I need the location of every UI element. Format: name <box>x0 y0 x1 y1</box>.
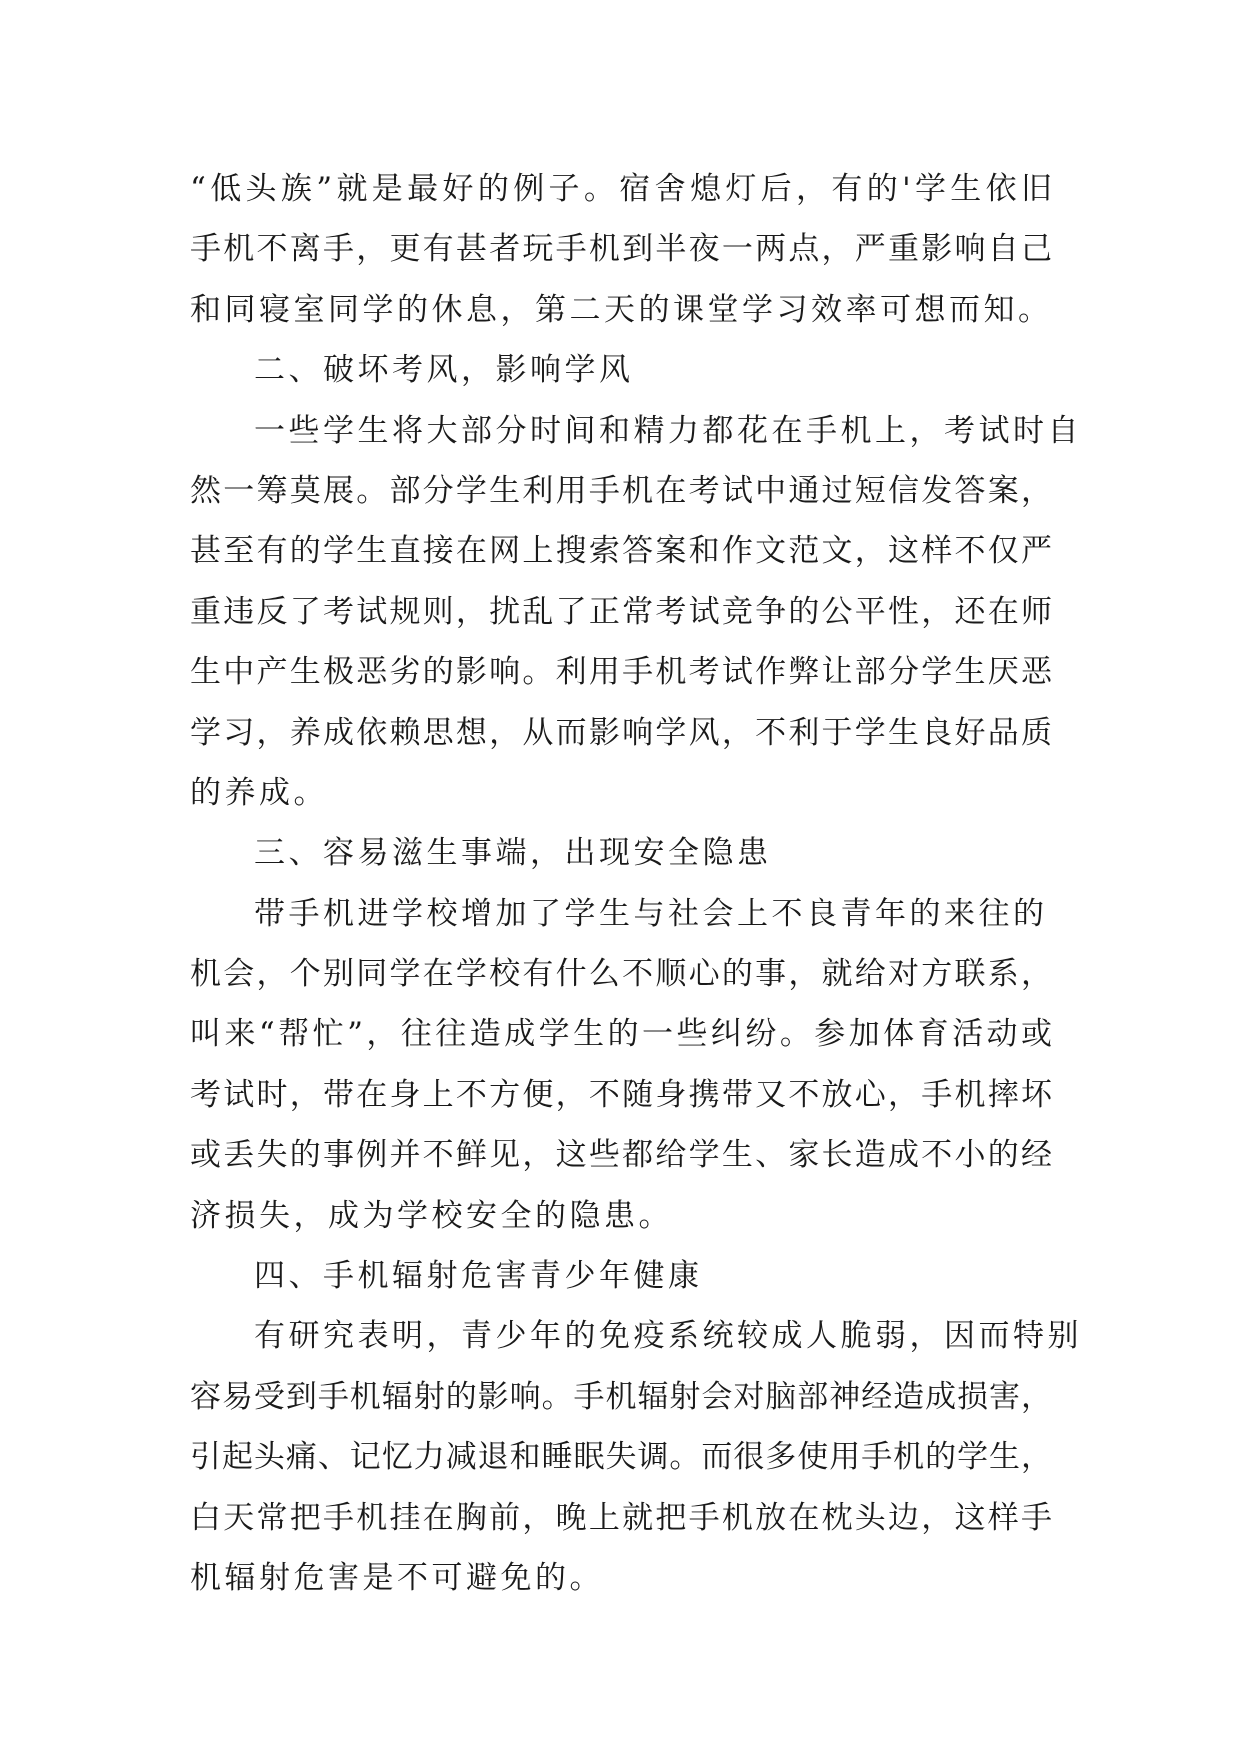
section-heading-3: 三、容易滋生事端，出现安全隐患 <box>254 835 772 872</box>
text-line: 甚至有的学生直接在网上搜索答案和作文范文，这样不仅严 <box>190 533 1052 570</box>
text-line: 一些学生将大部分时间和精力都花在手机上，考试时自 <box>254 412 1082 449</box>
text-line: 或丢失的事例并不鲜见，这些都给学生、家长造成不小的经 <box>190 1137 1052 1174</box>
text-line: 济损失，成为学校安全的隐患。 <box>190 1197 673 1234</box>
text-line: 带手机进学校增加了学生与社会上不良青年的来往的 <box>254 895 1048 932</box>
text-line: 白天常把手机挂在胸前，晚上就把手机放在枕头边，这样手 <box>190 1499 1052 1536</box>
text-line: 有研究表明，青少年的免疫系统较成人脆弱，因而特别 <box>254 1318 1082 1355</box>
text-line: 机辐射危害是不可避免的。 <box>190 1559 604 1596</box>
section-heading-2: 二、破坏考风，影响学风 <box>254 352 634 389</box>
text-line: 叫来“帮忙”，往往造成学生的一些纠纷。参加体育活动或 <box>190 1016 1052 1053</box>
text-line: 容易受到手机辐射的影响。手机辐射会对脑部神经造成损害， <box>190 1378 1052 1415</box>
text-line: “低头族”就是最好的例子。宿舍熄灯后，有的'学生依旧 <box>190 171 1052 207</box>
text-line: 重违反了考试规则，扰乱了正常考试竞争的公平性，还在师 <box>190 593 1052 630</box>
document-body <box>190 159 1082 1608</box>
text-line: 然一筹莫展。部分学生利用手机在考试中通过短信发答案， <box>190 472 1052 509</box>
section-heading-4: 四、手机辐射危害青少年健康 <box>254 1258 703 1295</box>
text-line: 生中产生极恶劣的影响。利用手机考试作弊让部分学生厌恶 <box>190 654 1052 691</box>
text-line: 的养成。 <box>190 774 328 811</box>
text-line: 手机不离手，更有甚者玩手机到半夜一两点，严重影响自己 <box>190 231 1052 268</box>
text-line: 引起头痛、记忆力减退和睡眠失调。而很多使用手机的学生， <box>190 1439 1052 1476</box>
text-line: 学习，养成依赖思想，从而影响学风，不利于学生良好品质 <box>190 714 1052 751</box>
text-line: 考试时，带在身上不方便，不随身携带又不放心，手机摔坏 <box>190 1076 1052 1113</box>
text-line: 机会，个别同学在学校有什么不顺心的事，就给对方联系， <box>190 956 1052 993</box>
text-line: 和同寝室同学的休息，第二天的课堂学习效率可想而知。 <box>190 291 1053 328</box>
